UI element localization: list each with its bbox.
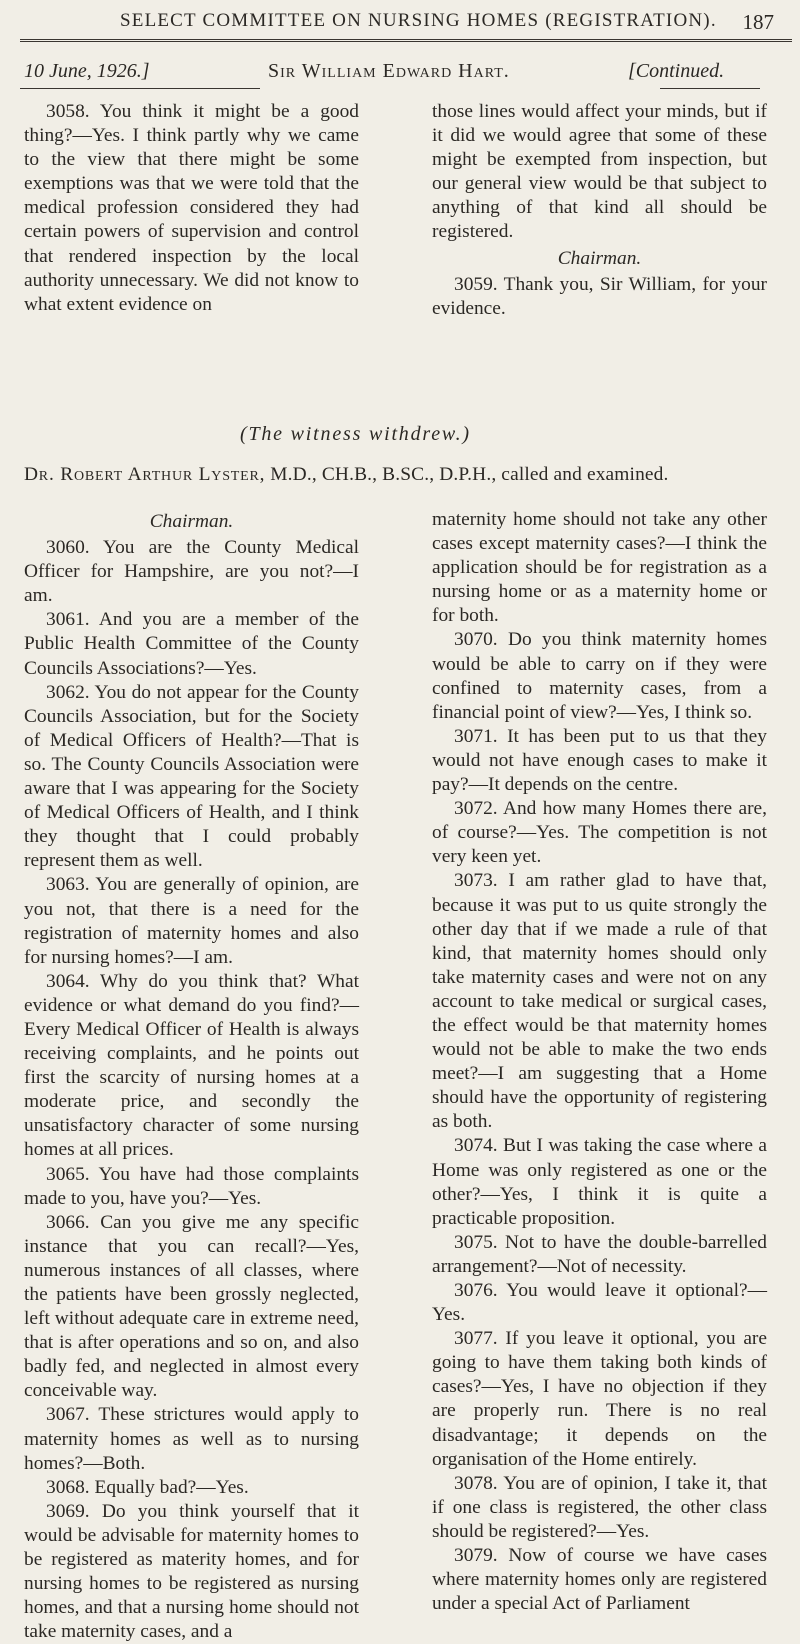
sitting-date: 10 June, 1926.] [24, 60, 150, 82]
paragraph-3076: 3076. You would leave it optional?—Yes. [432, 1280, 767, 1326]
header-rule [20, 39, 792, 42]
next-witness-name: Dr. Robert Arthur Lyster, [24, 464, 266, 485]
paragraph-3062: 3062. You do not appear for the County Councils Association, but for the Society of Medical Officers of Health?—That is so. The County Councils Association were aware that I was appearing for the Society of Medical Officers of Health, and I think they thought that I could probably represent them as well. [24, 681, 359, 872]
chairman-heading-upper: Chairman. [557, 247, 642, 269]
paragraph-3066: 3066. Can you give me any specific instance that you can recall?—Yes, numerous instances of all classes, where the patients have been grossly neglected, left without adequate care in extreme need, that is after operations and so on, and also badly fed, and neglected in almost every conceivable way. [24, 1211, 359, 1402]
running-title: SELECT COMMITTEE ON NURSING HOMES (REGISTRATION). [120, 10, 717, 31]
paragraph-3074: 3074. But I was taking the case where a Home was only registered as one or the other?—Yes, I think it is quite a practicable proposition. [432, 1135, 767, 1229]
paragraph-3071: 3071. It has been put to us that they would not have enough cases to make it pay?—It depends on the centre. [432, 725, 767, 796]
paragraph-3069: 3069. Do you think yourself that it would be advisable for maternity homes to be registered as materity homes, and for nursing homes to be registered as nursing homes, and that a nursing home should not take maternity cases, and a [24, 1500, 359, 1643]
paragraph-3068: 3068. Equally bad?—Yes. [46, 1476, 249, 1498]
paragraph-3064: 3064. Why do you think that? What evidence or what demand do you find?—Every Medical Officer of Health is always receiving complaints, and he points out first the scarcity of nursing homes at a moderate price, and secondly the unsatisfactory character of some nursing homes at all prices. [24, 970, 359, 1161]
paragraph-3059: 3059. Thank you, Sir William, for your evidence. [432, 273, 767, 319]
paragraph-3063: 3063. You are generally of opinion, are you not, that there is a need for the registration of maternity homes and also for nursing homes?—I am. [24, 874, 359, 968]
paragraph-3065: 3065. You have had those complaints made to you, have you?—Yes. [24, 1163, 359, 1209]
continued-label: [Continued. [628, 60, 725, 82]
paragraph-3073: 3073. I am rather glad to have that, because it was put to us quite strongly the other day that if we made a rule of that kind, that maternity homes should only take maternity cases and were not on any account to take medical or surgical cases, the effect would be that maternity homes would not be able to make the two ends meet?—I am suggesting that a Home should have the opportunity of registering as both. [432, 870, 767, 1133]
witness-name: Sir William Edward Hart. [268, 60, 510, 82]
upper-right-column [432, 100, 767, 321]
running-head [120, 10, 780, 32]
next-witness-line [24, 464, 784, 486]
paragraph-3078: 3078. You are of opinion, I take it, that if one class is registered, the other class should be registered?—Yes. [432, 1472, 767, 1542]
paragraph-3069-continued: maternity home should not take any other cases except maternity cases?—I think the application should be for registration as a nursing home or as a maternity home or for both. [432, 509, 767, 627]
next-witness-credentials: M.D., CH.B., B.SC., D.P.H., called and examined. [265, 464, 669, 485]
paragraph-continuation: those lines would affect your minds, but if it did we would agree that some of these might be exempted from inspection, but our general view would be that subject to anything of that kind all should be registered. [432, 101, 767, 243]
paragraph-3072: 3072. And how many Homes there are, of course?—Yes. The competition is not very keen yet. [432, 798, 767, 868]
paragraph-3060: 3060. You are the County Medical Officer for Hampshire, are you not?—I am. [24, 537, 359, 607]
paragraph-3070: 3070. Do you think maternity homes would be able to carry on if they were confined to maternity cases, from a financial point of view?—Yes, I think so. [432, 629, 767, 723]
paragraph-3067: 3067. These strictures would apply to maternity homes as well as to nursing homes?—Both. [24, 1404, 359, 1474]
continued-rule [660, 88, 760, 89]
witness-withdrew-note: (The witness withdrew.) [240, 423, 471, 445]
paragraph-3061: 3061. And you are a member of the Public Health Committee of the County Councils Associations?—Yes. [24, 609, 359, 679]
date-rule [20, 88, 260, 89]
paragraph-3079: 3079. Now of course we have cases where maternity homes only are registered under a special Act of Parliament [432, 1545, 767, 1615]
paragraph-3075: 3075. Not to have the double-barrelled arrangement?—Not of necessity. [432, 1231, 767, 1277]
paragraph-3058: 3058. You think it might be a good thing?—Yes. I think partly why we came to the view that there might be some exemptions was that we were told that the medical profession considered they had certain powers of supervision and control that rendered inspection by the local authority unnecessary. We did not know to what extent evidence on [24, 101, 359, 315]
upper-left-column [24, 100, 359, 317]
lower-right-column [432, 508, 767, 1616]
paragraph-3077: 3077. If you leave it optional, you are going to have them taking both kinds of cases?—Yes, I have no objection if they are properly run. There is no real disadvantage; it depends on the organisation of the Home entirely. [432, 1328, 767, 1470]
lower-left-column [24, 508, 359, 1644]
chairman-heading-lower: Chairman. [149, 511, 234, 532]
page-number: 187 [742, 10, 774, 34]
